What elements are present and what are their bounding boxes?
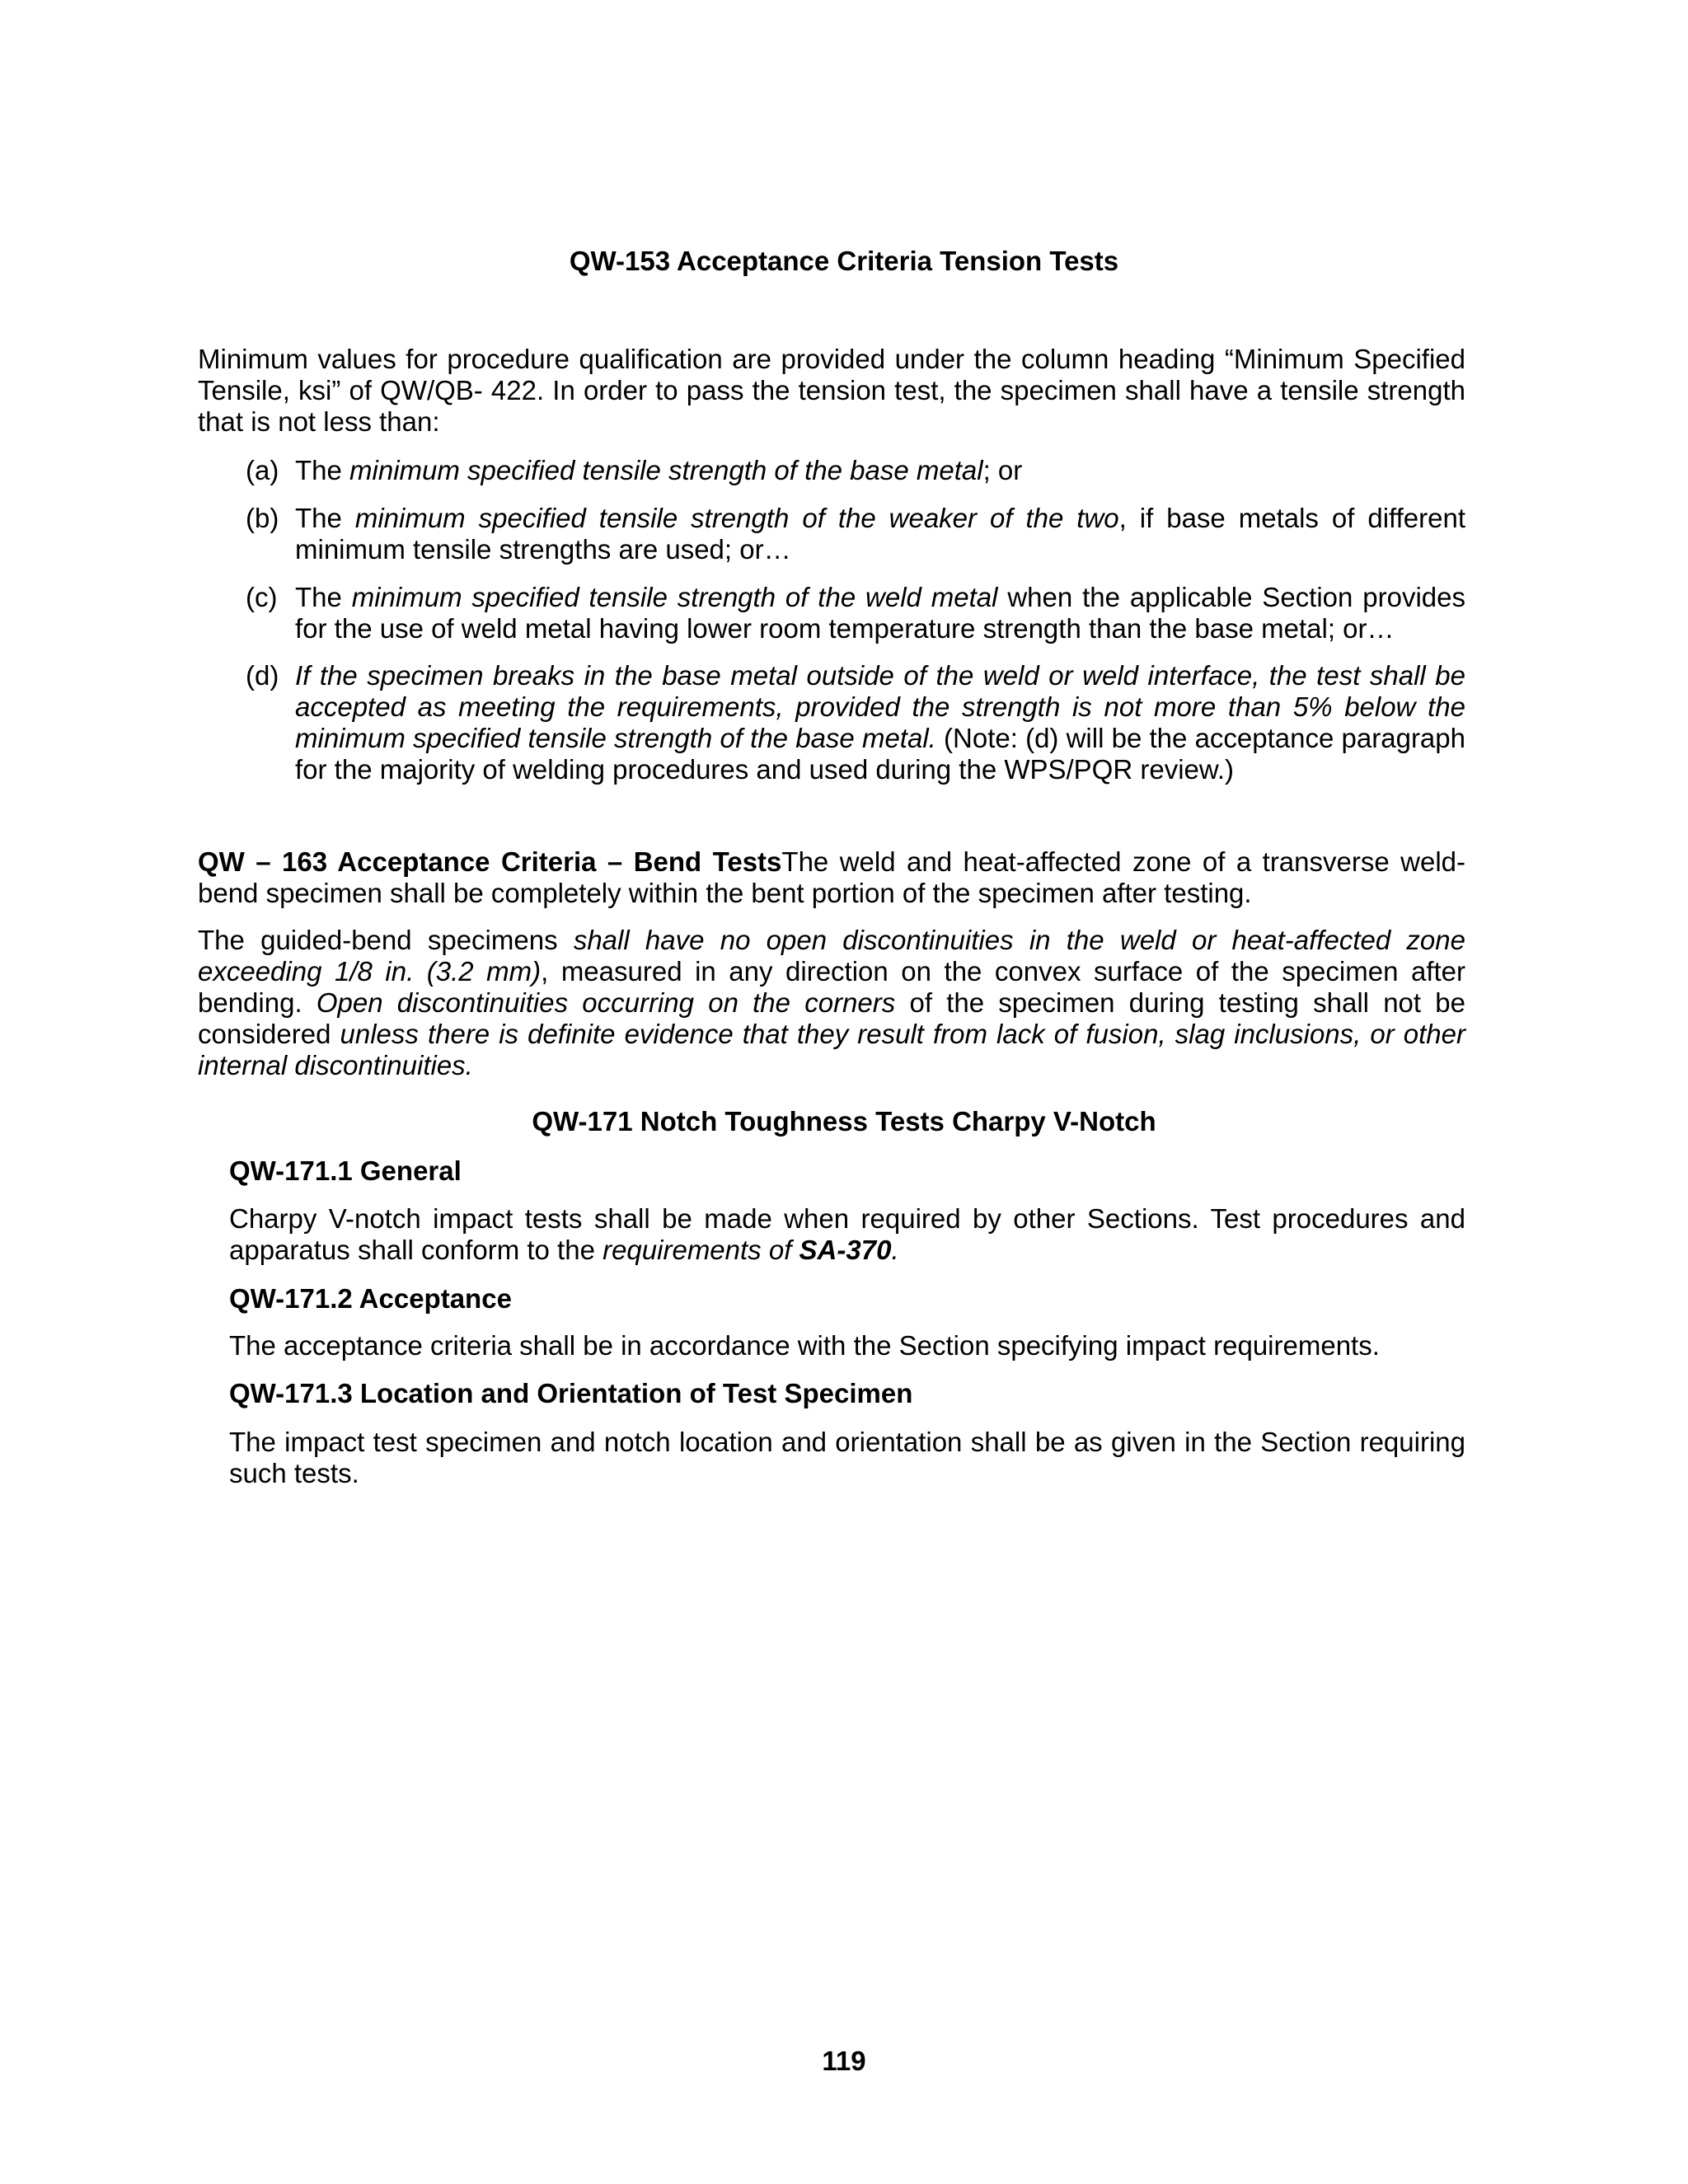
qw171-1-heading: QW-171.1 General bbox=[229, 1155, 462, 1186]
qw171-2-text: The acceptance criteria shall be in accordance with the Section specifying impact requirements. bbox=[229, 1330, 1380, 1361]
qw163-p2-part: , measured in any direction on the convex surface of the specimen after bending. bbox=[198, 956, 1466, 1018]
qw153-item-a bbox=[246, 455, 1465, 488]
qw171-1-text-end: . bbox=[891, 1235, 899, 1265]
item-text-pre: The bbox=[295, 455, 350, 485]
item-text bbox=[295, 660, 1465, 785]
qw153-intro: Minimum values for procedure qualification are provided under the column heading “Minimum Specified Tensile, ksi” of QW/QB- 422. In order to pass the tension test, the specimen shall have a tensile strength that is not less than: bbox=[198, 344, 1465, 437]
qw163-p2-italic: unless there is definite evidence that they result from lack of fusion, slag inclusions, or other internal discontinuities. bbox=[198, 1019, 1465, 1080]
qw163-p2-italic: shall have no open discontinuities in the weld or heat-affected zone exceeding 1/8 in. (3.2 mm) bbox=[198, 925, 1465, 987]
item-text bbox=[295, 503, 1465, 565]
qw171-3-heading: QW-171.3 Location and Orientation of Test Specimen bbox=[229, 1378, 913, 1408]
item-marker: (c) bbox=[246, 582, 278, 612]
item-text-post: (Note: (d) will be the acceptance paragraph for the majority of welding procedures and used during the WPS/PQR review.) bbox=[295, 723, 1465, 785]
qw163-p2-italic: Open discontinuities occurring on the corners bbox=[316, 987, 896, 1018]
qw153-item-c bbox=[246, 582, 1465, 648]
qw171-1-text-bold-italic: SA-370 bbox=[799, 1235, 892, 1265]
item-text bbox=[295, 455, 1465, 486]
item-text bbox=[295, 582, 1465, 644]
qw171-2-heading: QW-171.2 Acceptance bbox=[229, 1283, 512, 1314]
page-number: 119 bbox=[822, 2046, 866, 2076]
qw163-text: The weld and heat-affected zone of a transverse weld-bend specimen shall be completely within the bent portion of the specimen after testing. bbox=[198, 846, 1465, 908]
qw163-paragraph-1 bbox=[198, 846, 1465, 909]
qw163-paragraph-2 bbox=[198, 925, 1465, 1081]
qw163-p2-part: of the specimen during testing shall not be considered bbox=[198, 987, 1466, 1049]
item-text-post: ; or bbox=[982, 455, 1023, 485]
qw171-title: QW-171 Notch Toughness Tests Charpy V-Notch bbox=[532, 1106, 1156, 1137]
item-text-pre: The bbox=[295, 503, 355, 533]
qw171-1-text bbox=[229, 1203, 1465, 1266]
qw171-3-text: The impact test specimen and notch location and orientation shall be as given in the Section requiring such tests. bbox=[229, 1427, 1465, 1488]
item-text-pre: The bbox=[295, 582, 352, 612]
item-text-post: when the applicable Section provides for the use of weld metal having lower room temperature strength than the base metal; or… bbox=[295, 582, 1465, 644]
qw153-title: QW-153 Acceptance Criteria Tension Tests bbox=[569, 246, 1119, 276]
item-text-post: , if base metals of different minimum tensile strengths are used; or… bbox=[295, 503, 1465, 565]
item-text-italic: minimum specified tensile strength of the weaker of the two bbox=[354, 503, 1119, 533]
qw171-1-text-italic: requirements of bbox=[603, 1235, 799, 1265]
item-marker: (a) bbox=[246, 455, 279, 485]
item-marker: (b) bbox=[246, 503, 279, 533]
item-text-italic: If the specimen breaks in the base metal outside of the weld or weld interface, the test shall be accepted as meeting the requirements, provided the strength is not more than 5% below the minimum specified tensile strength of the base metal. bbox=[295, 660, 1465, 753]
item-marker: (d) bbox=[246, 660, 279, 691]
qw171-1-text-pre: Charpy V-notch impact tests shall be made when required by other Sections. Test procedures and apparatus shall conform to the bbox=[229, 1203, 1465, 1265]
qw153-item-b bbox=[246, 503, 1465, 569]
item-text-italic: minimum specified tensile strength of the weld metal bbox=[351, 582, 998, 612]
item-text-italic: minimum specified tensile strength of the base metal bbox=[349, 455, 983, 485]
qw163-p2-part: The guided-bend specimens bbox=[198, 925, 574, 955]
qw153-item-d bbox=[246, 660, 1465, 792]
qw163-heading: QW – 163 Acceptance Criteria – Bend Tests bbox=[198, 846, 782, 877]
